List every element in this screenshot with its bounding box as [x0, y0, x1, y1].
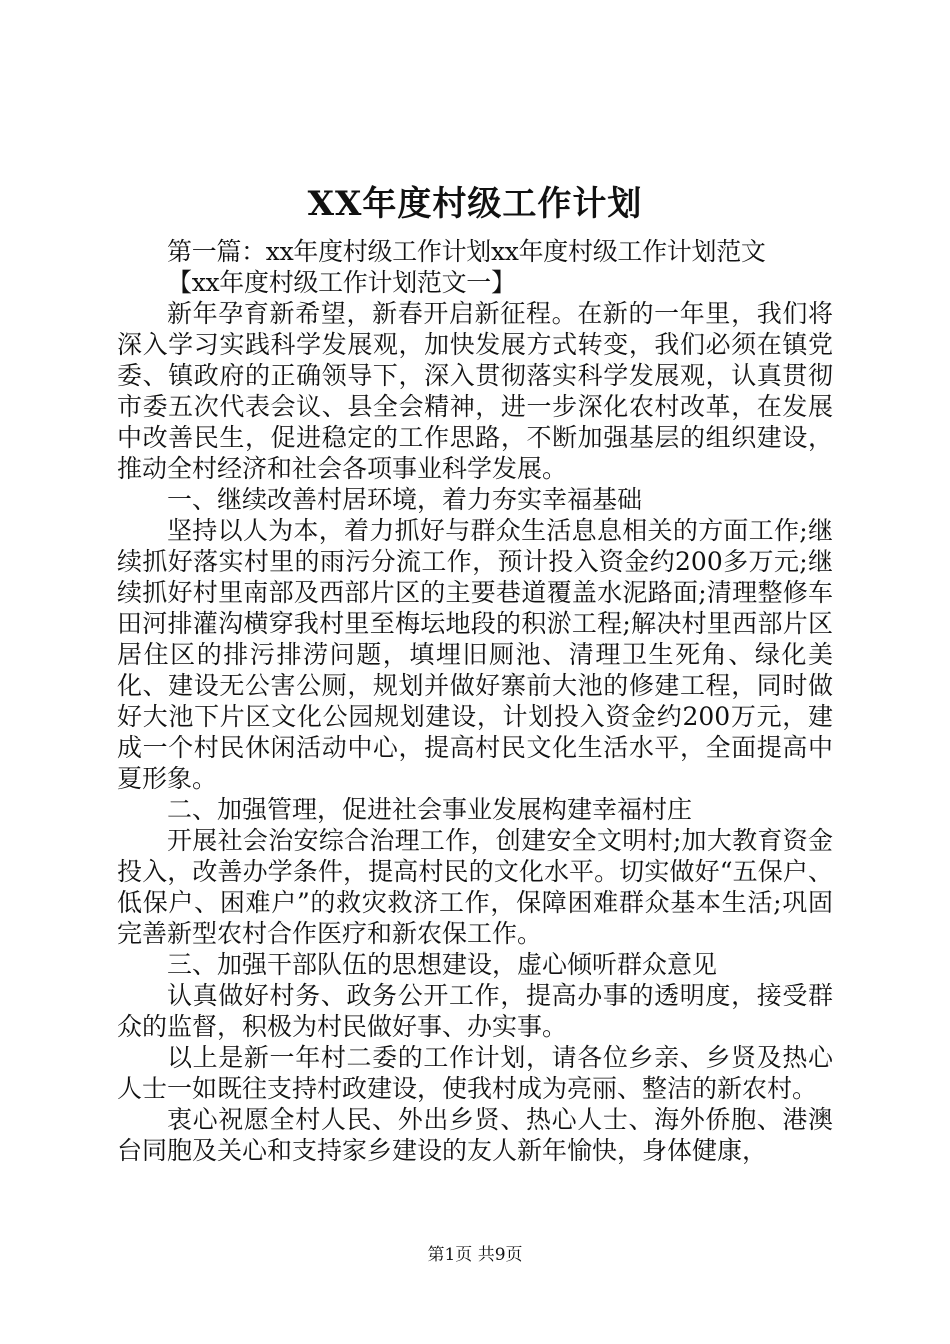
paragraph-body: 以上是新一年村二委的工作计划，请各位乡亲、乡贤及热心人士一如既往支持村政建设，使我村成为亮丽、整洁的新农村。 [117, 1043, 833, 1103]
page-number-footer: 第1页 共9页 [427, 1245, 523, 1265]
paragraph-body: 认真做好村务、政务公开工作，提高办事的透明度，接受群众的监督，积极为村民做好事、办实事。 [117, 981, 833, 1041]
section-heading-2: 二、加强管理，促进社会事业发展构建幸福村庄 [167, 795, 693, 824]
paragraph-body: 新年孕育新希望，新春开启新征程。在新的一年里，我们将深入学习实践科学发展观，加快发展方式转变，我们必须在镇党委、镇政府的正确领导下，深入贯彻落实科学发展观，认真贯彻市委五次代表会议、县全会精神，进一步深化农村改革，在发展中改善民生，促进稳定的工作思路，不断加强基层的组织建设，推动全村经济和社会各项事业科学发展。 [117, 299, 833, 483]
document-title: XX年度村级工作计划 [307, 184, 643, 224]
paragraph-intro-chapter: 第一篇：xx年度村级工作计划xx年度村级工作计划范文 [167, 237, 766, 266]
paragraph-body: 坚持以人为本，着力抓好与群众生活息息相关的方面工作;继续抓好落实村里的雨污分流工作，预计投入资金约200多万元;继续抓好村里南部及西部片区的主要巷道覆盖水泥路面;清理整修车田河排灌沟横穿我村里至梅坛地段的积淤工程;解决村里西部片区居住区的排污排涝问题，填埋旧厕池、清理卫生死角、绿化美化、建设无公害公厕，规划并做好寨前大池的修建工程，同时做好大池下片区文化公园规划建设，计划投入资金约200万元，建成一个村民休闲活动中心，提高村民文化生活水平，全面提高中夏形象。 [117, 516, 833, 793]
paragraph-body: 开展社会治安综合治理工作，创建安全文明村;加大教育资金投入，改善办学条件，提高村民的文化水平。切实做好“五保户、低保户、困难户”的救灾救济工作，保障困难群众基本生活;巩固完善新型农村合作医疗和新农保工作。 [117, 826, 833, 948]
section-heading-3: 三、加强干部队伍的思想建设，虚心倾听群众意见 [167, 950, 718, 979]
paragraph-intro-sample: 【xx年度村级工作计划范文一】 [167, 268, 516, 297]
paragraph-body: 衷心祝愿全村人民、外出乡贤、热心人士、海外侨胞、港澳台同胞及关心和支持家乡建设的友人新年愉快，身体健康， [117, 1105, 833, 1165]
section-heading-1: 一、继续改善村居环境，着力夯实幸福基础 [167, 485, 643, 514]
document-body [117, 236, 833, 1166]
